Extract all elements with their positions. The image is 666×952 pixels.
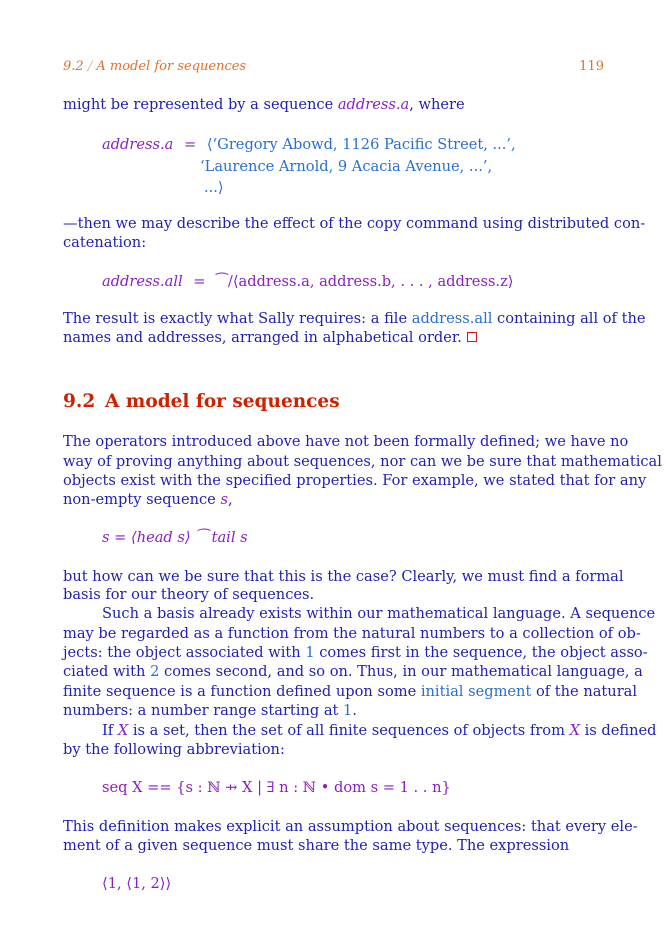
paragraph-line: may be regarded as a function from the natural numbers to a collection of ob-	[63, 625, 641, 642]
paragraph-line: non-empty sequence s,	[63, 491, 233, 508]
equation-nested-sequence: ⟨1, ⟨1, 2⟩⟩	[102, 875, 172, 892]
equation-address-a-line2: ‘Laurence Arnold, 9 Acacia Avenue, ...’,	[200, 158, 493, 175]
equation-address-all: address.all = ⁀/⟨address.a, address.b, . . . , address.z⟩	[102, 273, 514, 290]
paragraph-line: by the following abbreviation:	[63, 741, 285, 758]
paragraph-line: basis for our theory of sequences.	[63, 586, 315, 603]
paragraph-line: jects: the object associated with 1 comes first in the sequence, the object asso-	[63, 644, 648, 661]
qed-box-icon	[467, 332, 477, 342]
running-header	[63, 59, 604, 79]
paragraph-line: might be represented by a sequence address.a, where	[63, 96, 465, 113]
paragraph-line: The operators introduced above have not been formally defined; we have no	[63, 433, 629, 450]
paragraph-line: —then we may describe the effect of the copy command using distributed con-	[63, 215, 646, 232]
equation-address-a: address.a = ⟨‘Gregory Abowd, 1126 Pacific Street, ...’,	[102, 136, 516, 153]
paragraph-line: objects exist with the specified properties. For example, we stated that for any	[63, 472, 647, 489]
paragraph-line: ciated with 2 comes second, and so on. Thus, in our mathematical language, a	[63, 663, 643, 680]
paragraph-line: but how can we be sure that this is the case? Clearly, we must find a formal	[63, 568, 624, 585]
paragraph-line: Such a basis already exists within our mathematical language. A sequence	[102, 605, 656, 622]
equation-seq-definition: seq X == {s : ℕ ⇸ X | ∃ n : ℕ • dom s = 1 . . n}	[102, 779, 451, 796]
paragraph-line: numbers: a number range starting at 1.	[63, 702, 357, 719]
section-heading: 9.2 A model for sequences	[63, 391, 340, 412]
equation-address-a-line3: ...⟩	[204, 179, 224, 196]
page-number: 119	[579, 59, 604, 74]
paragraph-line: names and addresses, arranged in alphabetical order.	[63, 328, 477, 348]
glossary-term: initial segment	[420, 683, 532, 700]
running-header-title: 9.2 / A model for sequences	[63, 59, 247, 74]
paragraph-line: catenation:	[63, 234, 147, 251]
paragraph-line: If X is a set, then the set of all finite sequences of objects from X is defined	[102, 722, 657, 739]
paragraph-line: way of proving anything about sequences, nor can we be sure that mathematical	[63, 453, 662, 470]
paragraph-line: The result is exactly what Sally requires: a file address.all containing all of the	[63, 310, 646, 327]
paragraph-line: finite sequence is a function defined upon some initial segment of the natural	[63, 683, 638, 700]
paragraph-line: This definition makes explicit an assumption about sequences: that every ele-	[63, 818, 638, 835]
paragraph-line: ment of a given sequence must share the same type. The expression	[63, 837, 570, 854]
equation-head-tail: s = ⟨head s⟩ ⁀ tail s	[102, 529, 248, 546]
